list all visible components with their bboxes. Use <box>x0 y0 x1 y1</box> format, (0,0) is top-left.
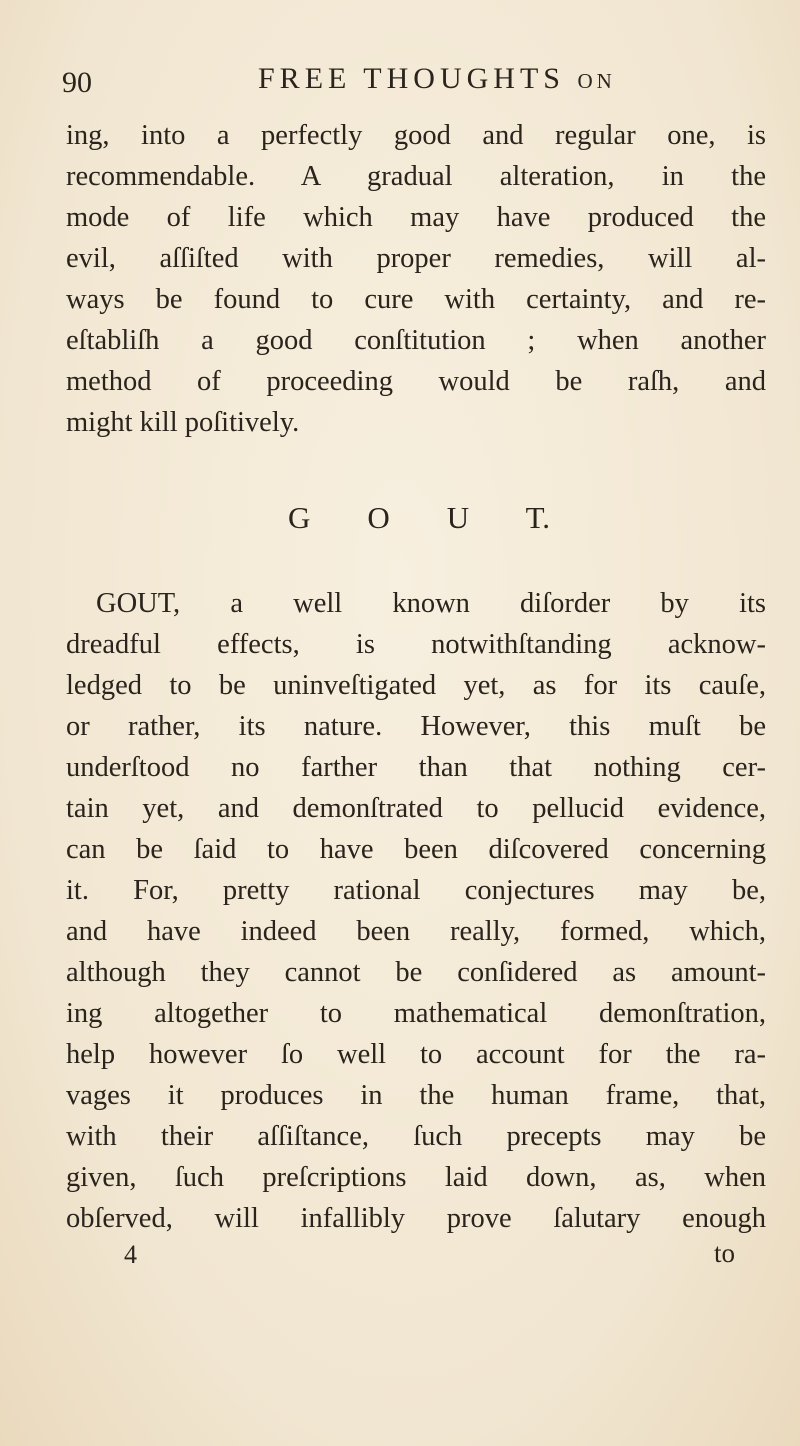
text-line: vages it produces in the human frame, that, <box>66 1080 766 1111</box>
text-line: evil, aſſiſted with proper remedies, will al- <box>66 243 766 274</box>
text-line: given, ſuch preſcriptions laid down, as, when <box>66 1162 766 1193</box>
text-line: with their aſſiſtance, ſuch precepts may be <box>66 1121 766 1152</box>
page-header <box>0 62 800 102</box>
text-line: eſtabliſh a good conſtitution ; when another <box>66 325 766 356</box>
text-line: tain yet, and demonſtrated to pellucid evidence, <box>66 793 766 824</box>
text-line: and have indeed been really, formed, which, <box>66 916 766 947</box>
text-line: recommendable. A gradual alteration, in the <box>66 161 766 192</box>
text-line: dreadful effects, is notwithſtanding acknow- <box>66 629 766 660</box>
text-line: obſerved, will infallibly prove ſalutary enough <box>66 1203 766 1234</box>
text-line: or rather, its nature. However, this muſt be <box>66 711 766 742</box>
text-line: ways be found to cure with certainty, and re- <box>66 284 766 315</box>
text-line: might kill poſitively. <box>66 407 300 438</box>
running-head-title: FREE THOUGHTS <box>258 62 565 95</box>
signature-mark: 4 <box>124 1240 137 1269</box>
running-head <box>258 62 616 96</box>
section-title: G O U T. <box>288 500 550 535</box>
text-line: ing, into a perfectly good and regular one, is <box>66 120 766 151</box>
text-line: it. For, pretty rational conjectures may be, <box>66 875 766 906</box>
text-line: mode of life which may have produced the <box>66 202 766 233</box>
text-line: although they cannot be conſidered as amount- <box>66 957 766 988</box>
page-number: 90 <box>62 66 92 99</box>
text-line: ledged to be uninveſtigated yet, as for its cauſe, <box>66 670 766 701</box>
text-line: ing altogether to mathematical demonſtration, <box>66 998 766 1029</box>
text-line: GOUT, a well known diſorder by its <box>96 588 766 619</box>
text-line: underſtood no farther than that nothing cer- <box>66 752 766 783</box>
text-line: can be ſaid to have been diſcovered concerning <box>66 834 766 865</box>
running-head-on: ON <box>577 69 616 93</box>
text-line: method of proceeding would be raſh, and <box>66 366 766 397</box>
catchword: to <box>714 1238 736 1268</box>
text-line: help however ſo well to account for the ra- <box>66 1039 766 1070</box>
